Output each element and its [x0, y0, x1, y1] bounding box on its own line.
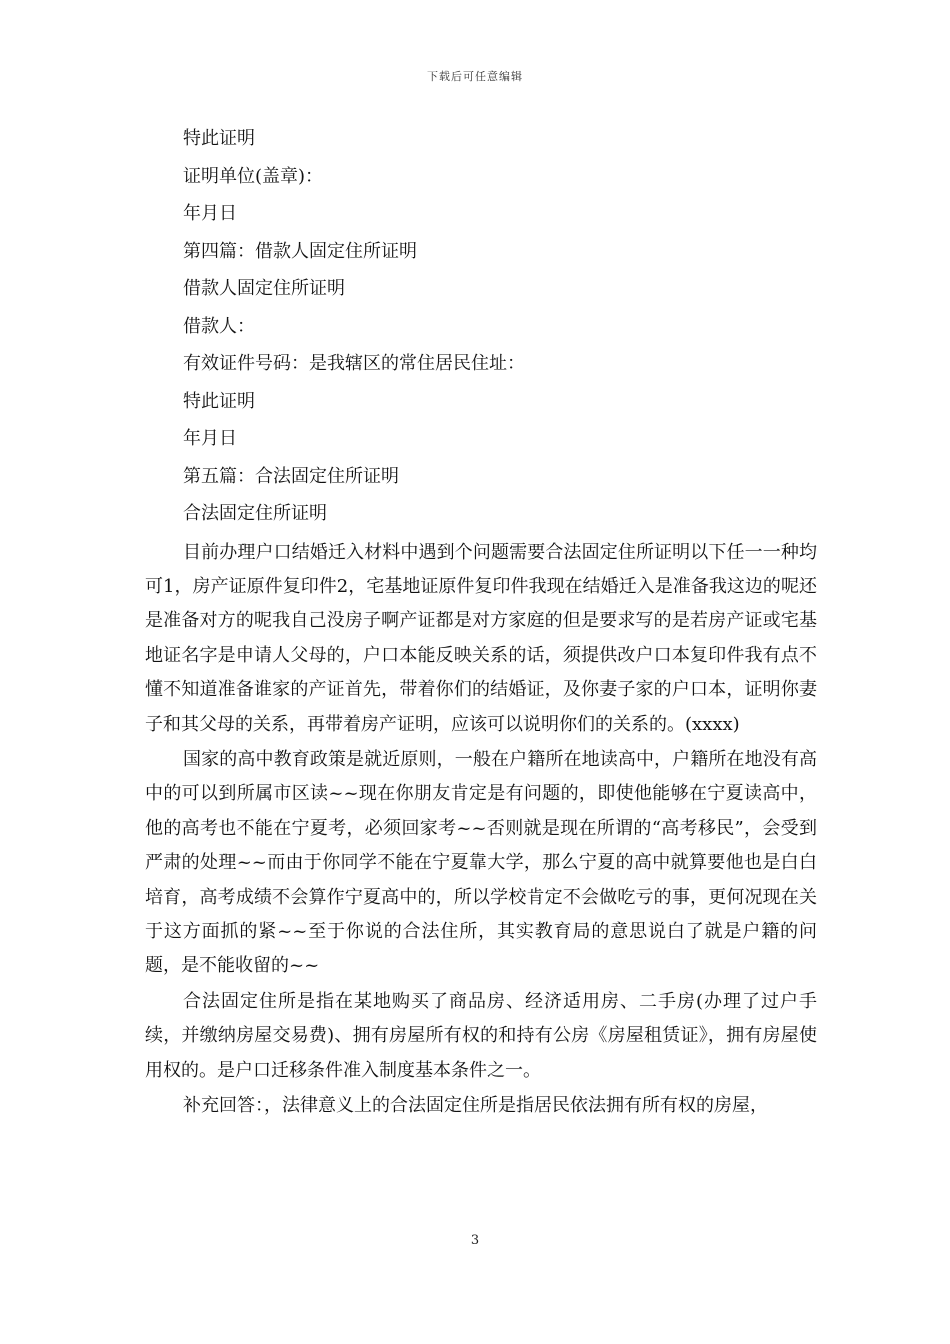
- text-line: 年月日: [183, 428, 237, 449]
- text-line: 有效证件号码：是我辖区的常住居民住址：: [183, 353, 525, 374]
- section-heading: 第五篇：合法固定住所证明: [183, 465, 399, 487]
- section-heading: 第四篇：借款人固定住所证明: [183, 240, 417, 262]
- section-title: 借款人固定住所证明: [183, 278, 345, 299]
- section-title: 合法固定住所证明: [183, 503, 327, 524]
- page-number: 3: [470, 1233, 480, 1248]
- text-line: 特此证明: [183, 390, 255, 412]
- page-header: 下载后可任意编辑: [427, 70, 523, 83]
- document-body: [145, 120, 817, 1124]
- body-paragraph: 合法固定住所是指在某地购买了商品房、经济适用房、二手房(办理了过户手续，并缴纳房屋交易费)、拥有房屋所有权的和持有公房《房屋租赁证》，拥有房屋使用权的。是户口迁移条件准入制度基本条件之一。: [145, 990, 817, 1081]
- text-line: 证明单位(盖章)：: [183, 165, 324, 187]
- text-line: 年月日: [183, 203, 237, 224]
- text-line: 特此证明: [183, 128, 255, 149]
- body-paragraph: 补充回答：，法律意义上的合法固定住所是指居民依法拥有所有权的房屋，: [183, 1095, 768, 1116]
- body-paragraph: 国家的高中教育政策是就近原则，一般在户籍所在地读高中，户籍所在地没有高中的可以到所属市区读~~现在你朋友肯定是有问题的，即使他能够在宁夏读高中，他的高考也不能在宁夏考，必须回家考~~否则就是现在所谓的“高考移民”，会受到严肃的处理~~而由于你同学不能在宁夏靠大学，那么宁夏的高中就算要他也是白白培育，高考成绩不会算作宁夏高中的，所以学校肯定不会做吃亏的事，更何况现在关于这方面抓的紧~~至于你说的合法住所，其实教育局的意思说白了就是户籍的问题，是不能收留的~~: [145, 748, 817, 977]
- text-line: 借款人：: [183, 315, 255, 337]
- body-paragraph: 目前办理户口结婚迁入材料中遇到个问题需要合法固定住所证明以下任一一种均可1，房产证原件复印件2，宅基地证原件复印件我现在结婚迁入是准备我这边的呢还是准备对方的呢我自己没房子啊产证都是对方家庭的但是要求写的是若房产证或宅基地证名字是申请人父母的，户口本能反映关系的话，须提供改户口本复印件我有点不懂不知道准备谁家的产证首先，带着你们的结婚证，及你妻子家的户口本，证明你妻子和其父母的关系，再带着房产证明，应该可以说明你们的关系的。(xxxx): [145, 541, 817, 735]
